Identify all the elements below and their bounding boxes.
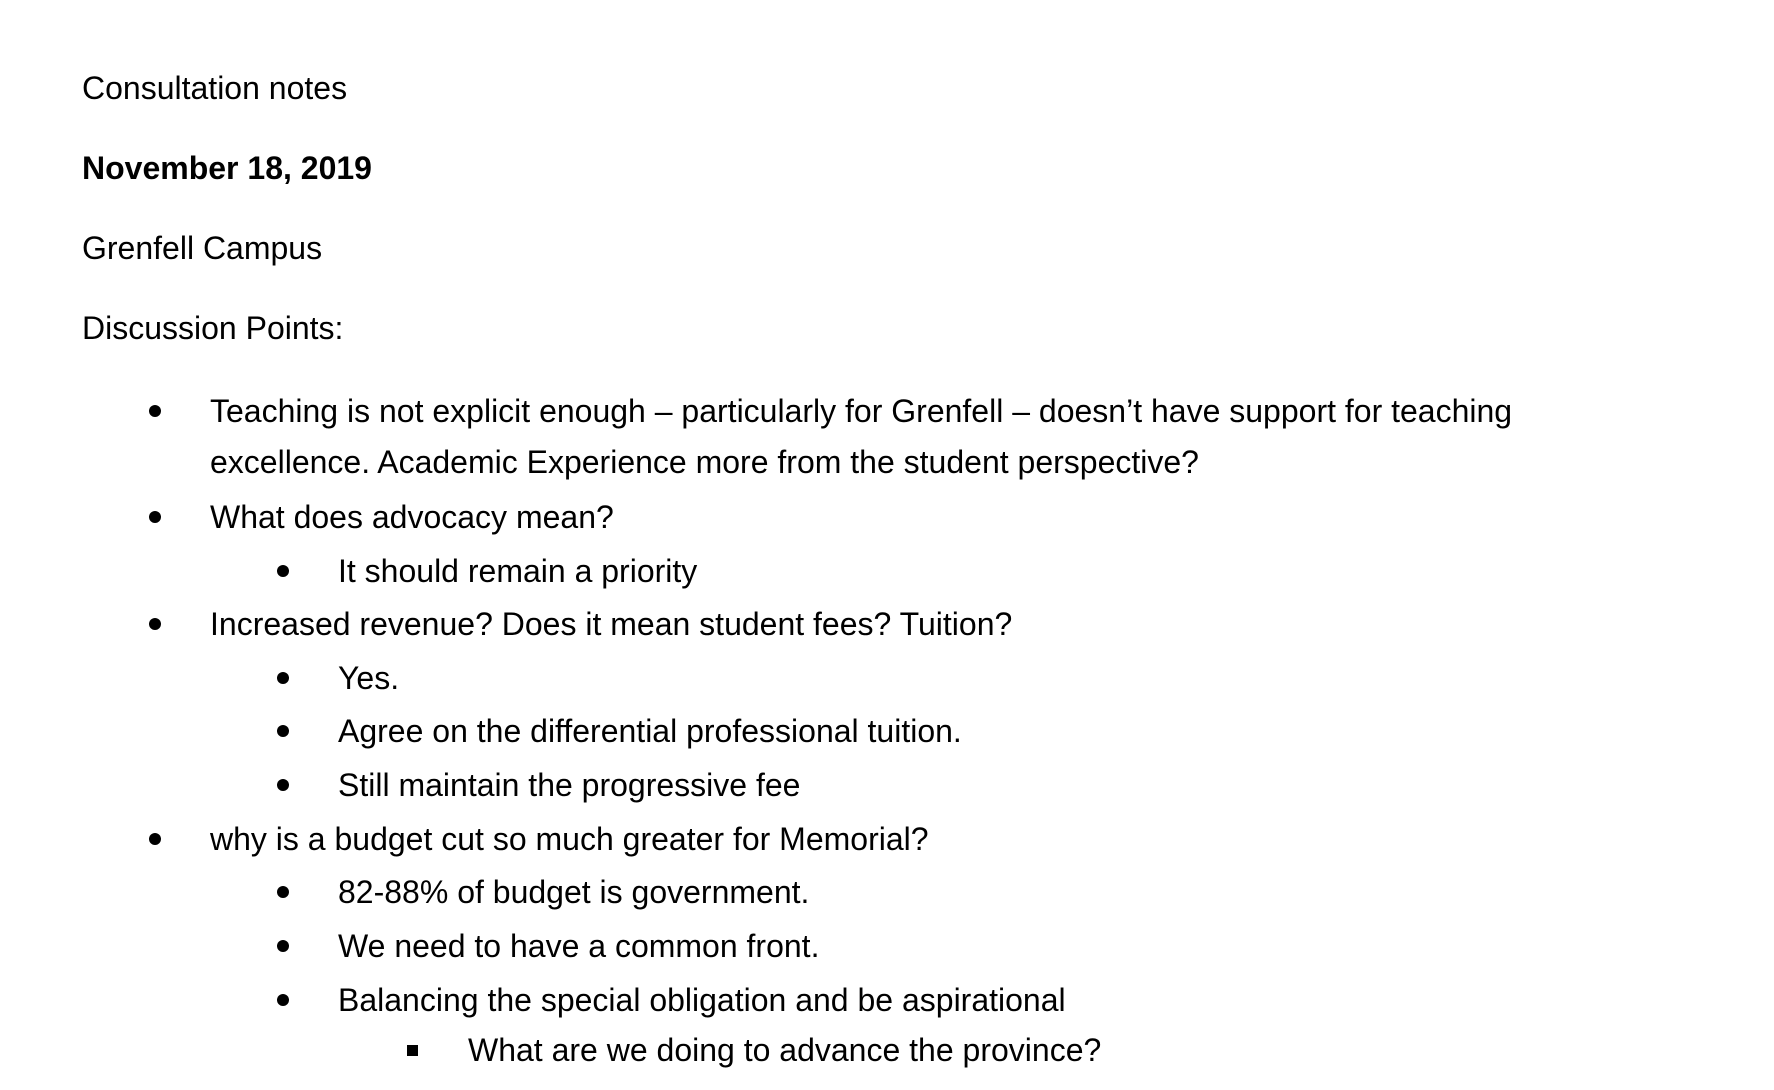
subsubpoint-text: What are we doing to advance the province? xyxy=(468,1032,1102,1068)
document-date: November 18, 2019 xyxy=(82,150,372,186)
bullet-icon xyxy=(277,994,289,1006)
subpoint-text: Balancing the special obligation and be aspirational xyxy=(338,982,1066,1018)
point-text: What does advocacy mean? xyxy=(210,499,614,535)
bullet-icon xyxy=(277,779,289,791)
subpoint-text: Yes. xyxy=(338,660,400,696)
bullet-icon xyxy=(149,405,161,417)
document-location: Grenfell Campus xyxy=(82,230,323,266)
bullet-icon xyxy=(149,618,161,630)
document-title: Consultation notes xyxy=(82,70,348,106)
bullet-icon xyxy=(277,886,289,898)
bullet-icon xyxy=(277,672,289,684)
section-heading: Discussion Points: xyxy=(82,310,344,346)
subpoint-text: Still maintain the progressive fee xyxy=(338,767,801,803)
point-text: Increased revenue? Does it mean student fees? Tuition? xyxy=(210,606,1013,642)
subpoint-text: 82-88% of budget is government. xyxy=(338,874,810,910)
bullet-icon xyxy=(149,833,161,845)
subpoint-text: It should remain a priority xyxy=(338,553,698,589)
point-text-continued: excellence. Academic Experience more from the student perspective? xyxy=(210,444,1199,480)
bullet-icon xyxy=(277,725,289,737)
bullet-icon xyxy=(149,511,161,523)
square-bullet-icon xyxy=(407,1045,418,1056)
point-text: Teaching is not explicit enough – particularly for Grenfell – doesn’t have support for teaching xyxy=(210,393,1513,429)
bullet-icon xyxy=(277,565,289,577)
subpoint-text: We need to have a common front. xyxy=(338,928,820,964)
bullet-icon xyxy=(277,940,289,952)
subpoint-text: Agree on the differential professional tuition. xyxy=(338,713,962,749)
point-text: why is a budget cut so much greater for Memorial? xyxy=(210,821,929,857)
